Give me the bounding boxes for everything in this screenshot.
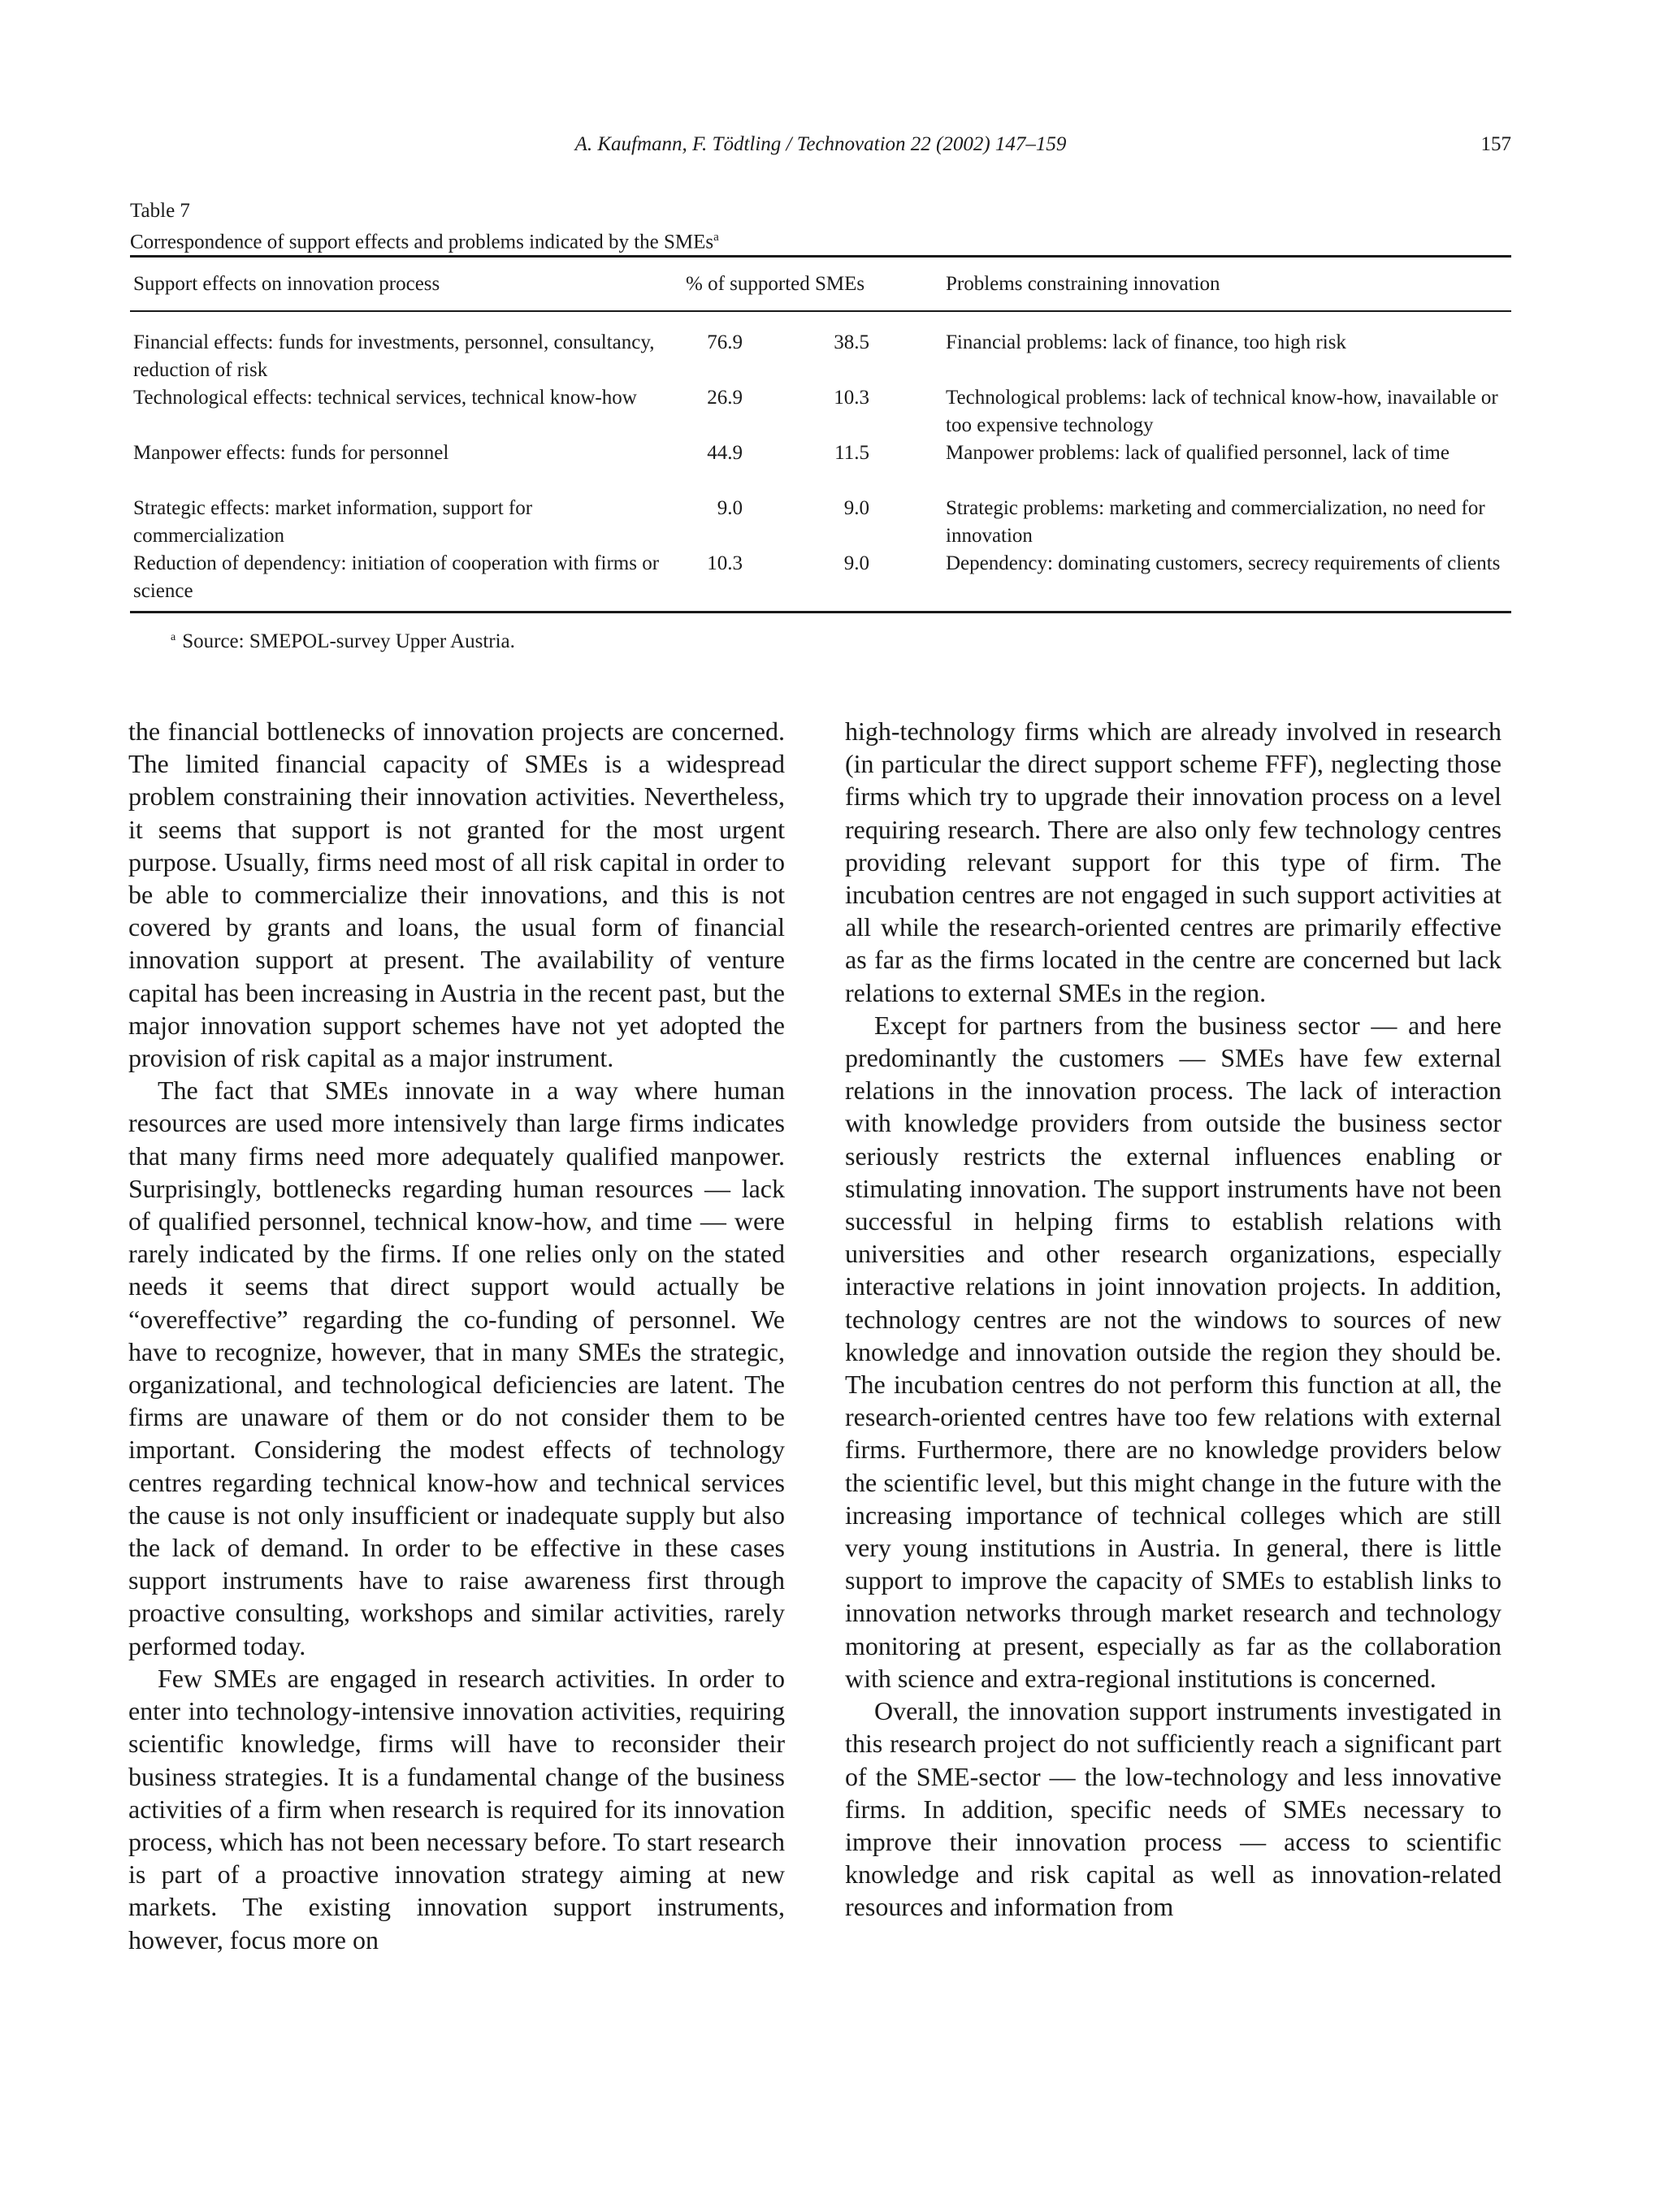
- table-header: [130, 273, 1511, 302]
- paragraph: high-technology firms which are already involved in research (in particular the direct support scheme FFF), neglecting those firms which try to upgrade their innovation process on a level requiring research. There are also only few technology centres providing relevant support for this type of firm. The incubation centres are not engaged in such support activities at all while the research-oriented centres are primarily effective as far as the firms located in the centre are concerned but lack relations to external SMEs in the region.: [845, 716, 1502, 1007]
- header-problems: Problems constraining innovation: [946, 273, 1220, 295]
- table-header-rule: [130, 310, 1511, 312]
- footnote-marker: a: [171, 630, 176, 643]
- cell-pct-a: 76.9: [707, 331, 743, 353]
- table-row: [130, 550, 1511, 605]
- table-body: [130, 329, 1511, 605]
- cell-pct-a: 9.0: [717, 497, 743, 519]
- header-support-effects: Support effects on innovation process: [133, 273, 440, 295]
- table-row: [130, 384, 1511, 439]
- cell-problem: Strategic problems: marketing and commercialization, no need for innovation: [946, 497, 1485, 547]
- cell-effect: Reduction of dependency: initiation of cooperation with firms or science: [133, 552, 660, 602]
- paragraph: The fact that SMEs innovate in a way where human resources are used more intensively than large firms indicates that many firms need more adequately qualified manpower. Surprisingly, bottlenecks regarding human resources — lack of qualified personnel, technical know-how, and time — were rarely indicated by the firms. If one relies only on the stated needs it seems that direct support would actually be “overeffective” regarding the co-funding of personnel. We have to recognize, however, that in many SMEs the strategic, organizational, and technological deficiencies are latent. The firms are unaware of them or do not consider them to be important. Considering the modest effects of technology centres regarding technical know-how and technical services the cause is not only insufficient or inadequate supply but also the lack of demand. In order to be effective in these cases support instruments have to raise awareness first through proactive consulting, workshops and similar activities, rarely performed today.: [128, 1076, 785, 1660]
- paragraph: the financial bottlenecks of innovation projects are concerned. The limited financial capacity of SMEs is a widespread problem constraining their innovation activities. Nevertheless, it seems that support is not granted for the most urgent purpose. Usually, firms need most of all risk capital in order to be able to commercialize their innovations, and this is not covered by grants and loans, the usual form of financial innovation support at present. The availability of venture capital has been increasing in Austria in the recent past, but the major innovation support schemes have not yet adopted the provision of risk capital as a major instrument.: [128, 716, 785, 1073]
- cell-effect: Technological effects: technical services, technical know-how: [133, 387, 637, 409]
- cell-pct-b: 9.0: [843, 497, 869, 519]
- cell-pct-b: 9.0: [843, 552, 869, 574]
- cell-problem: Dependency: dominating customers, secrecy requirements of clients: [946, 552, 1501, 574]
- running-head: [130, 133, 1511, 166]
- cell-problem: Manpower problems: lack of qualified personnel, lack of time: [946, 442, 1450, 464]
- table-label: Table 7: [130, 200, 190, 222]
- cell-pct-a: 10.3: [707, 552, 743, 574]
- table-top-rule: [130, 255, 1511, 258]
- paragraph: Except for partners from the business sector — and here predominantly the customers — SMEs have few external relations in the innovation process. The lack of interaction with knowledge providers from outside the business sector seriously restricts the external influences enabling or stimulating innovation. The support instruments have not been successful in helping firms to establish relations with universities and other research organizations, especially interactive relations in joint innovation projects. In addition, technology centres are not the windows to sources of new knowledge and innovation outside the region they should be. The incubation centres do not perform this function at all, the research-oriented centres have too few relations with external firms. Furthermore, there are no knowledge providers below the scientific level, but this might change in the future with the increasing importance of technical colleges which are still very young institutions in Austria. In general, there is little support to improve the capacity of SMEs to establish links to innovation networks through market research and technology monitoring at present, especially as far as the collaboration with science and extra-regional institutions is concerned.: [845, 1010, 1502, 1693]
- footnote-text: Source: SMEPOL-survey Upper Austria.: [182, 630, 515, 652]
- cell-pct-b: 10.3: [834, 387, 869, 409]
- cell-pct-a: 44.9: [707, 442, 743, 464]
- cell-problem: Technological problems: lack of technical know-how, inavailable or too expensive technology: [946, 387, 1498, 436]
- running-title: A. Kaufmann, F. Tödtling / Technovation 22 (2002) 147–159: [574, 133, 1067, 155]
- cell-pct-b: 11.5: [834, 442, 869, 464]
- table-title: [130, 224, 1511, 255]
- table-row: [130, 329, 1511, 384]
- table-title-text: Correspondence of support effects and problems indicated by the SMEs: [130, 231, 714, 253]
- caption-note-marker: a: [713, 231, 719, 244]
- table-bottom-rule: [130, 611, 1511, 613]
- table-row: [130, 495, 1511, 550]
- header-percent: % of supported SMEs: [686, 273, 865, 295]
- cell-problem: Financial problems: lack of finance, too high risk: [946, 331, 1346, 353]
- page-number: 157: [1480, 133, 1511, 155]
- table-row: [130, 439, 1511, 495]
- paragraph: Few SMEs are engaged in research activities. In order to enter into technology-intensive innovation activities, requiring scientific knowledge, firms will have to reconsider their business strategies. It is a fundamental change of the business activities of a firm when research is required for its innovation process, which has not been necessary before. To start research is part of a proactive innovation strategy aiming at new markets. The existing innovation support instruments, however, focus more on: [128, 1663, 785, 1954]
- right-text-column: [845, 715, 1502, 1924]
- left-text-column: [128, 715, 785, 1956]
- cell-pct-b: 38.5: [834, 331, 869, 353]
- cell-pct-a: 26.9: [707, 387, 743, 409]
- cell-effect: Strategic effects: market information, support for commercialization: [133, 497, 533, 547]
- table-caption: [130, 197, 1511, 255]
- paragraph: Overall, the innovation support instruments investigated in this research project do not sufficiently reach a significant part of the SME-sector — the low-technology and less innovative firms. In addition, specific needs of SMEs necessary to improve their innovation process — access to scientific knowledge and risk capital as well as innovation-related resources and information from: [845, 1696, 1502, 1922]
- table-footnote: [171, 630, 515, 653]
- cell-effect: Manpower effects: funds for personnel: [133, 442, 449, 464]
- cell-effect: Financial effects: funds for investments, personnel, consultancy, reduction of risk: [133, 331, 655, 381]
